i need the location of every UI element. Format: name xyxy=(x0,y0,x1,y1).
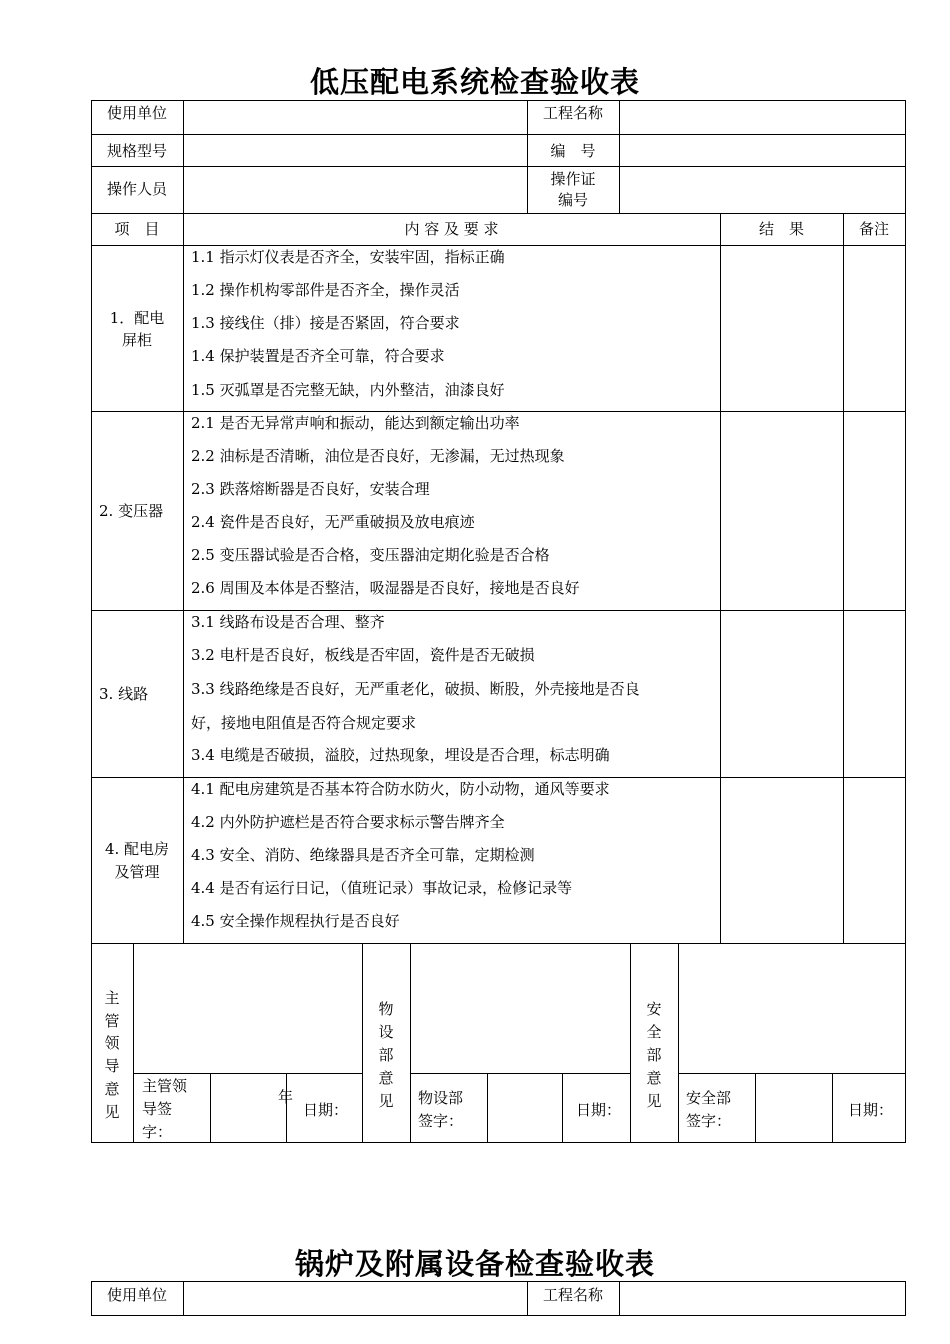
material-sign-label: 签字： xyxy=(418,1112,464,1130)
section-name: 屏柜 xyxy=(121,331,152,349)
col-divider xyxy=(630,943,631,1142)
col-divider xyxy=(832,1073,833,1142)
row-divider xyxy=(91,943,906,944)
leader-opinion-label: 意 xyxy=(104,1080,120,1098)
col-divider xyxy=(410,943,411,1142)
col-divider xyxy=(619,100,620,213)
check-item: 2.2 油标是否清晰，油位是否良好，无渗漏，无过热现象 xyxy=(191,447,565,465)
sign-divider xyxy=(133,1073,362,1074)
row-divider xyxy=(91,166,906,167)
row-divider xyxy=(91,411,906,412)
project-label: 工程名称 xyxy=(542,1286,603,1304)
check-item: 4.1 配电房建筑是否基本符合防水防火，防小动物，通风等要求 xyxy=(191,780,610,798)
check-item: 2.5 变压器试验是否合格，变压器油定期化验是否合格 xyxy=(191,546,550,564)
check-item: 2.1 是否无异常声响和振动，能达到额定输出功率 xyxy=(191,414,520,432)
check-item: 1.2 操作机构零部件是否齐全，操作灵活 xyxy=(191,281,460,299)
check-item: 1.4 保护装置是否齐全可靠，符合要求 xyxy=(191,347,445,365)
safety-sign-label: 签字： xyxy=(686,1112,732,1130)
project-label: 工程名称 xyxy=(542,104,603,122)
column-header-item: 项 目 xyxy=(114,220,160,238)
col-divider xyxy=(362,943,363,1142)
row-divider xyxy=(91,1315,906,1316)
check-item: 4.3 安全、消防、绝缘器具是否齐全可靠，定期检测 xyxy=(191,846,535,864)
material-opinion-label: 意 xyxy=(378,1069,394,1087)
col-divider xyxy=(562,1073,563,1142)
leader-sign-label: 主管领 xyxy=(142,1077,188,1095)
date-label: 日期： xyxy=(576,1101,622,1119)
check-item: 4.4 是否有运行日记，（值班记录）事故记录，检修记录等 xyxy=(191,879,573,897)
section-name: 及管理 xyxy=(114,863,160,881)
form-title: 锅炉及附属设备检查验收表 xyxy=(294,1247,655,1281)
column-header-result: 结 果 xyxy=(758,220,804,238)
unit-label: 使用单位 xyxy=(106,1286,167,1304)
check-item: 1.1 指示灯仪表是否齐全，安装牢固，指标正确 xyxy=(191,248,505,266)
cert-label: 编号 xyxy=(557,191,588,209)
operator-label: 操作人员 xyxy=(106,180,167,198)
check-item: 1.3 接线住（排）接是否紧固，符合要求 xyxy=(191,314,460,332)
check-item: 2.4 瓷件是否良好，无严重破损及放电痕迹 xyxy=(191,513,475,531)
col-divider xyxy=(487,1073,488,1142)
check-item: 4.2 内外防护遮栏是否符合要求标示警告牌齐全 xyxy=(191,813,505,831)
table-border xyxy=(905,1281,906,1316)
leader-opinion-label: 见 xyxy=(104,1103,120,1121)
safety-opinion-label: 全 xyxy=(646,1023,662,1041)
table-border xyxy=(91,100,906,101)
model-label: 规格型号 xyxy=(106,142,167,160)
date-label: 日期： xyxy=(303,1101,349,1119)
check-item: 3.2 电杆是否良好，板线是否牢固，瓷件是否无破损 xyxy=(191,646,535,664)
column-header-content: 内 容 及 要 求 xyxy=(404,220,499,238)
col-divider xyxy=(619,1281,620,1316)
col-divider xyxy=(133,943,134,1142)
row-divider xyxy=(91,777,906,778)
table-border xyxy=(91,100,92,1143)
col-divider xyxy=(183,1281,184,1316)
leader-opinion-label: 导 xyxy=(104,1057,120,1075)
sign-divider xyxy=(678,1073,906,1074)
safety-opinion-label: 见 xyxy=(646,1092,662,1110)
safety-opinion-label: 部 xyxy=(646,1046,662,1064)
safety-sign-label: 安全部 xyxy=(686,1089,732,1107)
leader-opinion-label: 管 xyxy=(104,1012,120,1030)
col-divider xyxy=(678,943,679,1142)
col-divider xyxy=(720,213,721,943)
material-opinion-label: 物 xyxy=(378,1000,394,1018)
column-header-remark: 备注 xyxy=(858,220,889,238)
check-item: 好，接地电阻值是否符合规定要求 xyxy=(191,714,417,732)
col-divider xyxy=(755,1073,756,1142)
year-label: 年 xyxy=(278,1088,294,1106)
section-name: 4. 配电房 xyxy=(104,840,170,858)
check-item: 3.1 线路布设是否合理、整齐 xyxy=(191,613,385,631)
check-item: 4.5 安全操作规程执行是否良好 xyxy=(191,912,400,930)
material-sign-label: 物设部 xyxy=(418,1089,464,1107)
section-name: 3. 线路 xyxy=(99,685,149,703)
sign-divider xyxy=(410,1073,630,1074)
row-divider xyxy=(91,213,906,214)
check-item: 1.5 灭弧罩是否完整无缺，内外整洁，油漆良好 xyxy=(191,381,505,399)
table-border xyxy=(91,1142,906,1143)
col-divider xyxy=(210,1073,211,1142)
section-name: 1．配电 xyxy=(109,309,165,327)
row-divider xyxy=(91,245,906,246)
leader-sign-label: 导签 xyxy=(142,1100,173,1118)
date-label: 日期： xyxy=(848,1101,894,1119)
cert-label: 操作证 xyxy=(550,170,596,188)
check-item: 2.6 周围及本体是否整洁，吸湿器是否良好，接地是否良好 xyxy=(191,579,580,597)
unit-label: 使用单位 xyxy=(106,104,167,122)
check-item: 3.4 电缆是否破损，溢胶，过热现象，埋设是否合理，标志明确 xyxy=(191,746,610,764)
material-opinion-label: 部 xyxy=(378,1046,394,1064)
leader-sign-label: 字： xyxy=(142,1123,173,1141)
row-divider xyxy=(91,610,906,611)
check-item: 2.3 跌落熔断器是否良好，安装合理 xyxy=(191,480,430,498)
col-divider xyxy=(286,1073,287,1142)
row-divider xyxy=(91,134,906,135)
leader-opinion-label: 主 xyxy=(104,989,120,1007)
table-border xyxy=(905,100,906,1143)
leader-opinion-label: 领 xyxy=(104,1034,120,1052)
col-divider xyxy=(843,213,844,943)
safety-opinion-label: 安 xyxy=(646,1000,662,1018)
section-name: 2. 变压器 xyxy=(99,502,164,520)
check-item: 3.3 线路绝缘是否良好，无严重老化，破损、断股，外壳接地是否良 xyxy=(191,680,640,698)
safety-opinion-label: 意 xyxy=(646,1069,662,1087)
form-title: 低压配电系统检查验收表 xyxy=(309,65,640,99)
material-opinion-label: 设 xyxy=(378,1023,394,1041)
table-border xyxy=(91,1281,906,1282)
material-opinion-label: 见 xyxy=(378,1092,394,1110)
number-label: 编 号 xyxy=(550,142,596,160)
